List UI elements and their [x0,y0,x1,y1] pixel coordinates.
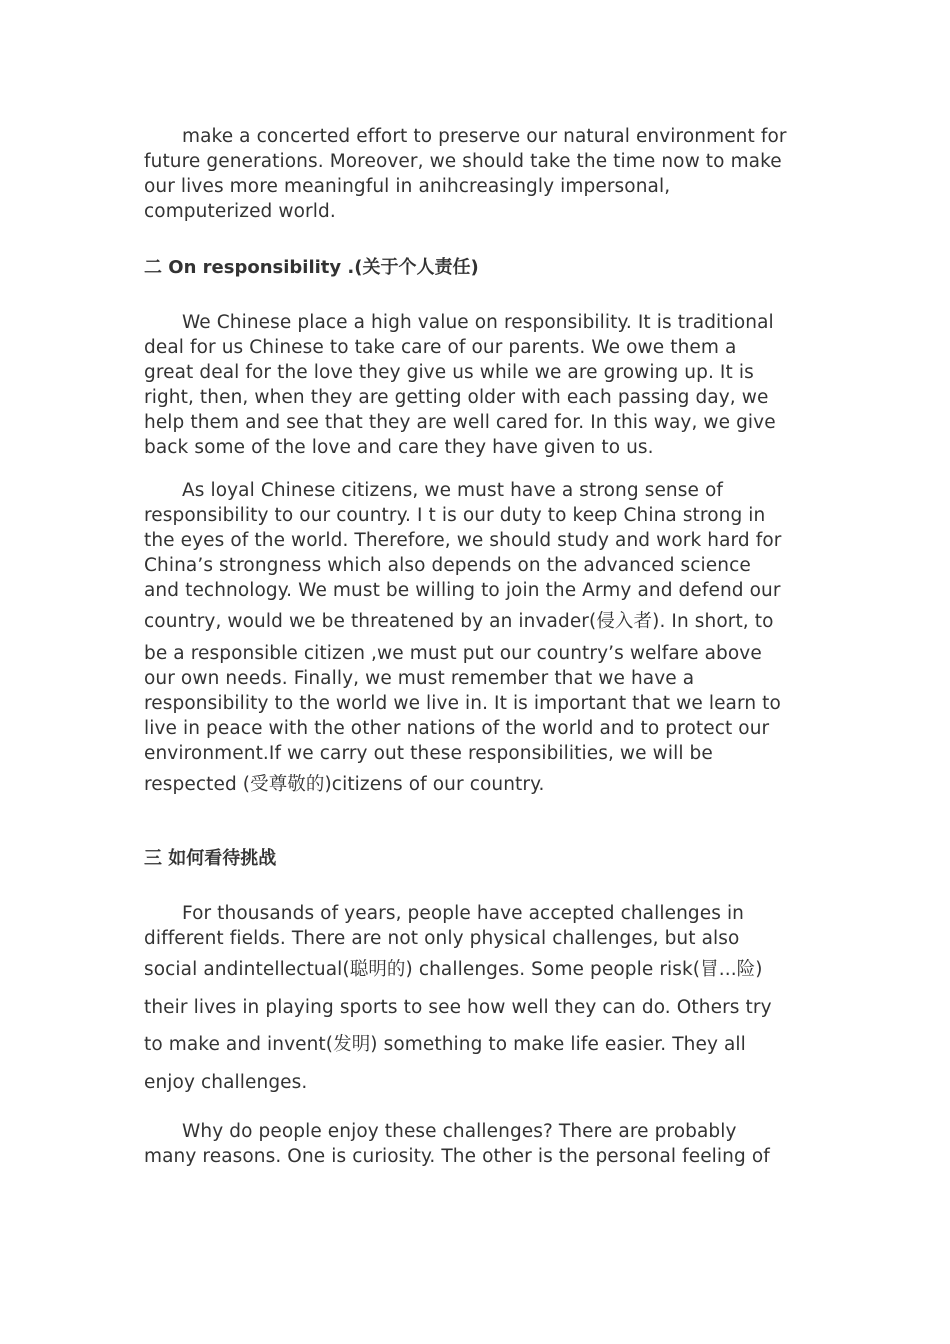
text-line: responsibility to our country. I t is our duty to keep China strong in [144,505,766,526]
text-line: great deal for the love they give us while we are growing up. It is [144,362,754,383]
text-line: As loyal Chinese citizens, we must have a strong sense of [182,480,723,501]
text-line: their lives in playing sports to see how well they can do. Others try [144,996,772,1018]
text-line: and technology. We must be willing to join the Army and defend our [144,580,781,601]
text-line: environment.If we carry out these responsibilities, we will be [144,742,713,764]
paragraph-environment [144,124,808,224]
text-line: different fields. There are not only physical challenges, but also [144,928,740,949]
text-line: our lives more meaningful in anihcreasingly impersonal, [144,176,671,197]
text-line: China’s strongness which also depends on the advanced science [144,555,751,576]
text-line: For thousands of years, people have accepted challenges in [182,903,745,924]
text-line: responsibility to the world we live in. It is important that we learn to [144,692,781,714]
text-line: help them and see that they are well cared for. In this way, we give [144,412,776,433]
text-line: computerized world. [144,201,336,222]
text-line: be a responsible citizen ,we must put our country’s welfare above [144,642,762,664]
text-line: Why do people enjoy these challenges? There are probably [182,1121,737,1142]
document-page [144,124,808,1169]
text-line: respected (受尊敬的)citizens of our country. [144,773,545,795]
paragraph-challenges [144,901,808,1101]
paragraph-why [144,1119,808,1169]
text-line: back some of the love and care they have given to us. [144,437,654,458]
text-line: enjoy challenges. [144,1071,308,1093]
text-line: many reasons. One is curiosity. The other is the personal feeling of [144,1146,770,1167]
text-line: social andintellectual(聪明的) challenges. Some people risk(冒...险) [144,959,763,980]
section-heading-challenges: 三 如何看待挑战 [144,848,277,869]
text-line: country, would we be threatened by an invader(侵入者). In short, to [144,611,774,632]
text-line: We Chinese place a high value on responsibility. It is traditional [182,312,774,333]
text-line: future generations. Moreover, we should take the time now to make [144,151,782,172]
text-line: make a concerted effort to preserve our natural environment for [182,126,787,147]
text-line: deal for us Chinese to take care of our parents. We owe them a [144,337,737,358]
text-line: the eyes of the world. Therefore, we should study and work hard for [144,530,782,551]
text-line: to make and invent(发明) something to make life easier. They all [144,1034,746,1055]
paragraph-parents [144,310,808,460]
text-line: our own needs. Finally, we must remember that we have a [144,667,695,689]
text-line: live in peace with the other nations of the world and to protect our [144,717,770,739]
paragraph-country [144,478,808,803]
text-line: right, then, when they are getting older with each passing day, we [144,387,769,408]
section-heading-responsibility: 二 On responsibility .(关于个人责任) [144,257,479,278]
